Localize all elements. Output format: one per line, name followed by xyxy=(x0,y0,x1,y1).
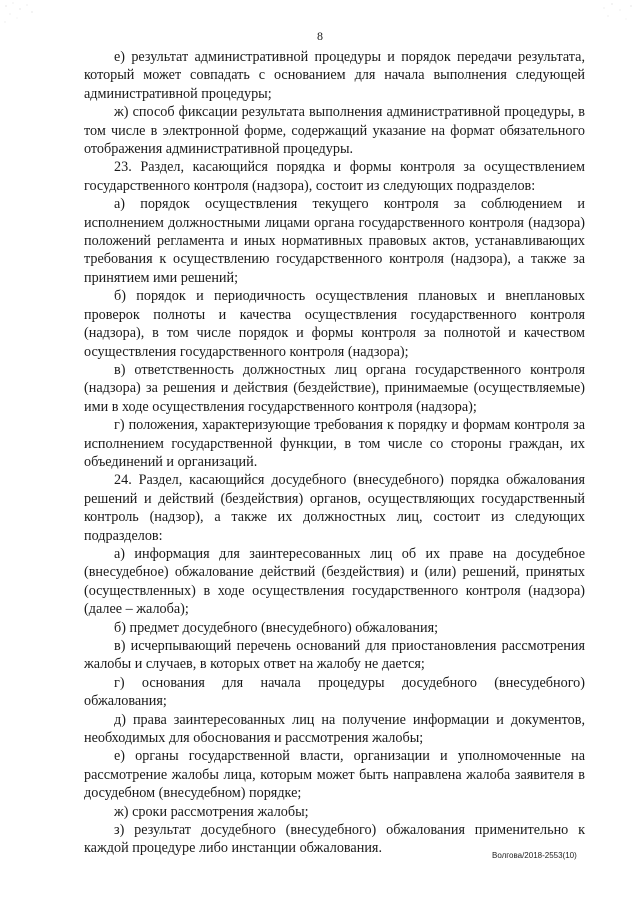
paragraph-24-appeal-section: 24. Раздел, касающийся досудебного (внесудебного) порядка обжалования решений и действий (бездействия) органов, осуществляющих государственный контроль (надзор), а также их должностных лиц, состоит из следующих подразделов: xyxy=(84,472,585,544)
document-footer-code: Волгова/2018-2553(10) xyxy=(492,851,577,860)
paragraph-23g: г) положения, характеризующие требования к порядку и формам контроля за исполнением государственной функции, в том числе со стороны граждан, их объединений и организаций. xyxy=(84,417,585,470)
paragraph-24g: г) основания для начала процедуры досудебного (внесудебного) обжалования; xyxy=(84,674,585,710)
paragraph-24v: в) исчерпывающий перечень оснований для приостановления рассмотрения жалобы и случаев, в которых ответ на жалобу не дается; xyxy=(84,638,585,673)
paragraph-23v: в) ответственность должностных лиц органа государственного контроля (надзора) за решения и действия (бездействие), принимаемые (осуществляемые) ими в ходе осуществления государственного контроля (надзора); xyxy=(84,361,585,415)
paragraph-24a: а) информация для заинтересованных лиц об их праве на досудебное (внесудебное) обжалование действий (бездействия) и (или) решений, принятых (осуществленных) в ходе осуществления государственного контроля (надзора) (далее – жалоба); xyxy=(84,545,585,618)
paragraph-23b: б) порядок и периодичность осуществления плановых и внеплановых проверок полноты и качества осуществления государственного контроля (надзора), в том числе порядок и формы контроля за полнотой и качеством осуществления государственного контроля (надзора); xyxy=(84,288,585,360)
paragraph-24z: з) результат досудебного (внесудебного) обжалования применительно к каждой процедуре либо инстанции обжалования. xyxy=(84,822,585,857)
paragraph-24d: д) права заинтересованных лиц на получение информации и документов, необходимых для обоснования и рассмотрения жалобы; xyxy=(84,711,585,747)
paragraph-24zh: ж) сроки рассмотрения жалобы; xyxy=(114,803,309,820)
paragraph-23-control-section: 23. Раздел, касающийся порядка и формы контроля за осуществлением государственного контроля (надзора), состоит из следующих подразделов: xyxy=(84,159,585,194)
paragraph-24e: е) органы государственной власти, организации и уполномоченные на рассмотрение жалобы лица, которым может быть направлена жалоба заявителя в досудебном (внесудебном) порядке; xyxy=(84,748,585,802)
paragraph-e-result: е) результат административной процедуры и порядок передачи результата, который может совпадать с основанием для начала выполнения следующей административной процедуры; xyxy=(84,49,585,102)
paragraph-zh-fixation: ж) способ фиксации результата выполнения административной процедуры, в том числе в электронной форме, содержащий указание на формат обязательного отображения административной процедуры. xyxy=(84,104,585,158)
paragraph-23a: а) порядок осуществления текущего контроля за соблюдением и исполнением должностными лицами органа государственного контроля (надзора) положений регламента и иных нормативных правовых актов, устанавливающих требования к осуществлению государственного контроля (надзора), а также за принятием ими решений; xyxy=(84,196,585,286)
page-number: 8 xyxy=(317,29,323,43)
paragraph-24b: б) предмет досудебного (внесудебного) обжалования; xyxy=(114,619,439,636)
document-body xyxy=(84,48,585,858)
